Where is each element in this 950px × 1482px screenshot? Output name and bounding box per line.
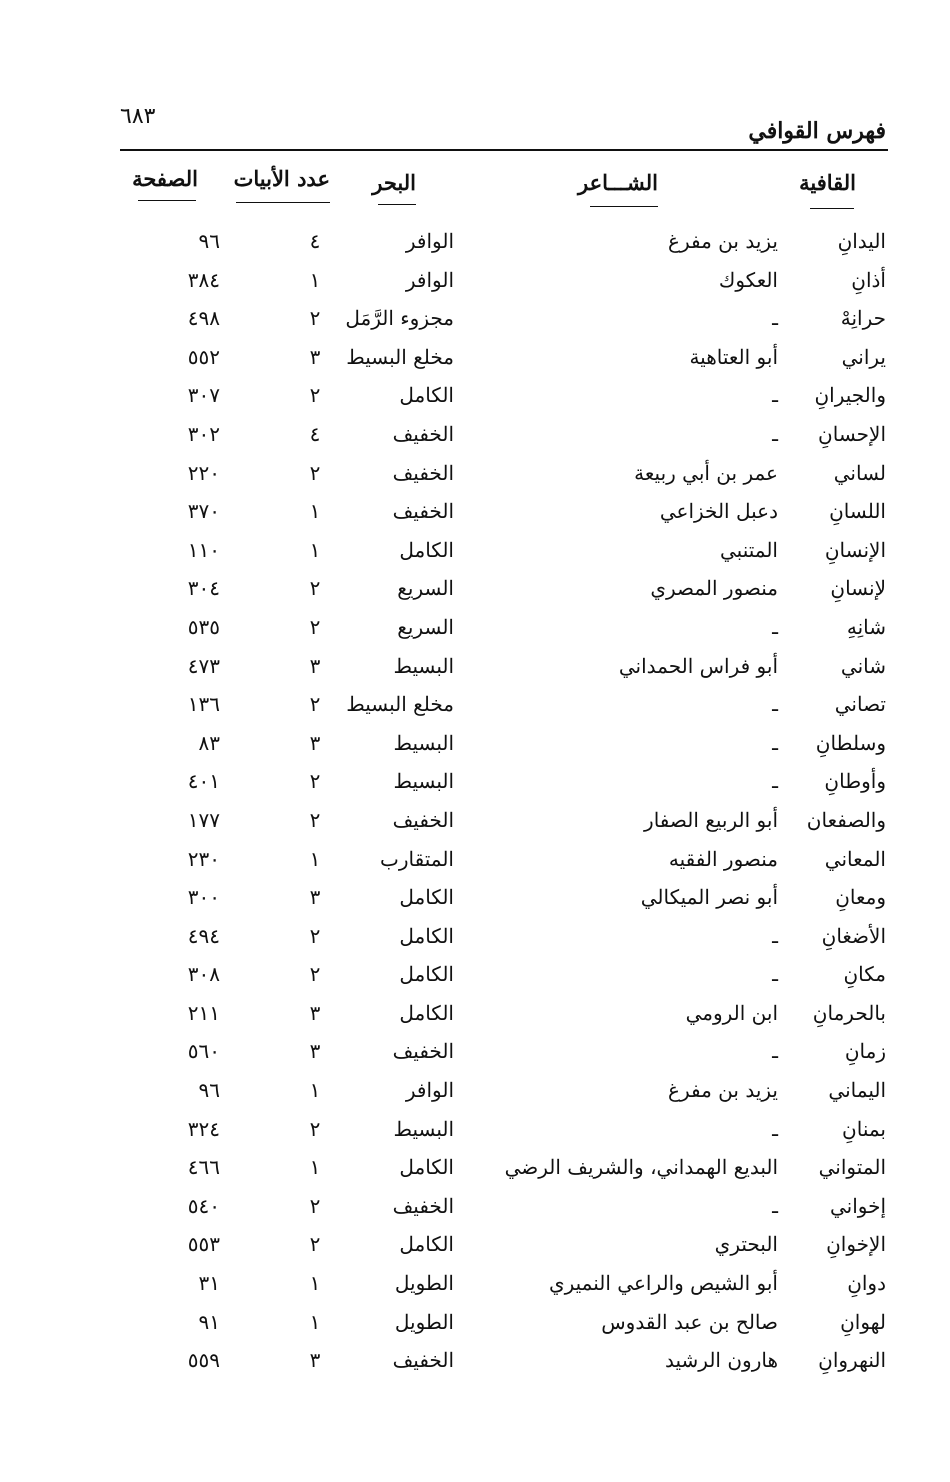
- rhyme-cell: ومعانِ: [835, 885, 886, 910]
- verse-count-cell: ١: [309, 537, 321, 562]
- table-row: [0, 685, 950, 724]
- table-row: [0, 1341, 950, 1380]
- table-row: [0, 1071, 950, 1110]
- rhyme-cell: لهوانِ: [840, 1309, 886, 1334]
- poet-cell: ـ: [772, 1039, 778, 1064]
- verse-count-cell: ١: [309, 846, 321, 871]
- poet-cell: ـ: [772, 306, 778, 331]
- rhyme-cell: حرانِهْ: [840, 306, 886, 331]
- page-cell: ٩٦: [198, 229, 220, 253]
- page-cell: ٣٧٠: [187, 499, 220, 524]
- rhyme-cell: شاني: [840, 653, 886, 678]
- poet-cell: ـ: [772, 769, 778, 794]
- rhyme-cell: الإخوانِ: [826, 1232, 886, 1257]
- meter-cell: الكامل: [399, 537, 454, 562]
- table-row: [0, 569, 950, 608]
- page-cell: ٣٨٤: [187, 267, 220, 292]
- meter-cell: البسيط: [393, 730, 454, 755]
- column-header-page: الصفحة: [132, 166, 198, 191]
- page-cell: ٤٩٨: [187, 306, 220, 331]
- poet-cell: أبو فراس الحمداني: [618, 653, 778, 678]
- poet-cell: دعبل الخزاعي: [659, 499, 778, 524]
- meter-cell: الخفيف: [392, 499, 454, 524]
- column-header-rhyme-underline: [810, 208, 854, 209]
- poet-cell: ـ: [772, 383, 778, 408]
- poet-cell: العكوك: [718, 267, 778, 292]
- verse-count-cell: ٢: [309, 614, 321, 639]
- rhyme-cell: المتواني: [818, 1155, 886, 1180]
- table-row: [0, 1110, 950, 1149]
- table-row: [0, 338, 950, 377]
- table-row: [0, 1187, 950, 1226]
- page-cell: ٣٠٢: [187, 421, 220, 446]
- meter-cell: الكامل: [399, 1000, 454, 1025]
- column-header-poet-underline: [590, 206, 658, 207]
- rhyme-cell: الأضغانِ: [821, 923, 886, 948]
- meter-cell: البسيط: [393, 769, 454, 794]
- verse-count-cell: ٤: [309, 229, 321, 253]
- rhyme-cell: بالحرمانِ: [812, 1000, 886, 1025]
- rhyme-cell: مكانِ: [843, 962, 886, 987]
- meter-cell: الكامل: [399, 1232, 454, 1257]
- rhyme-cell: والصفعان: [806, 807, 886, 832]
- table-row: [0, 647, 950, 686]
- page-cell: ٤٦٦: [187, 1155, 220, 1180]
- meter-cell: الخفيف: [392, 1039, 454, 1064]
- page-cell: ٥٥٢: [187, 344, 220, 369]
- poet-cell: منصور المصري: [650, 576, 778, 601]
- table-row: [0, 994, 950, 1033]
- meter-cell: الخفيف: [392, 1193, 454, 1218]
- poet-cell: منصور الفقيه: [668, 846, 778, 871]
- poet-cell: أبو نصر الميكالي: [640, 885, 778, 910]
- verse-count-cell: ٢: [309, 1193, 321, 1218]
- table-row: [0, 261, 950, 300]
- table-row: [0, 1148, 950, 1187]
- table-row: [0, 1032, 950, 1071]
- table-row: [0, 801, 950, 840]
- poet-cell: ـ: [772, 1116, 778, 1141]
- meter-cell: الخفيف: [392, 460, 454, 485]
- page-cell: ٣٢٤: [187, 1116, 220, 1141]
- meter-cell: الكامل: [399, 1155, 454, 1180]
- page-cell: ٩٦: [198, 1078, 220, 1103]
- verse-count-cell: ٣: [309, 1039, 321, 1064]
- table-row: [0, 1303, 950, 1342]
- meter-cell: الطويل: [394, 1309, 454, 1334]
- rhyme-cell: إخواني: [829, 1193, 886, 1218]
- verse-count-cell: ٤: [309, 421, 321, 446]
- rhyme-cell: اللسانِ: [829, 499, 886, 524]
- verse-count-cell: ١: [309, 1309, 321, 1334]
- verse-count-cell: ٣: [309, 1000, 321, 1025]
- rhyme-cell: شانِهِ: [846, 614, 886, 639]
- meter-cell: الكامل: [399, 885, 454, 910]
- poet-cell: أبو العتاهية: [689, 344, 778, 369]
- poet-cell: ـ: [772, 692, 778, 717]
- header-rule: [120, 149, 888, 151]
- meter-cell: الوافر: [405, 1078, 454, 1103]
- rhyme-cell: لساني: [833, 460, 886, 485]
- page-cell: ٤٧٣: [187, 653, 220, 678]
- page-cell: ٥٥٩: [187, 1348, 220, 1373]
- page-cell: ٥٣٥: [187, 614, 220, 639]
- rhyme-cell: دوانِ: [847, 1271, 886, 1296]
- page-cell: ٢٢٠: [187, 460, 220, 485]
- page-cell: ٤٠١: [187, 769, 220, 794]
- meter-cell: الكامل: [399, 383, 454, 408]
- verse-count-cell: ٣: [309, 653, 321, 678]
- poet-cell: يزيد بن مفرغ: [668, 1078, 778, 1103]
- poet-cell: ـ: [772, 923, 778, 948]
- page-cell: ٢١١: [187, 1000, 220, 1025]
- meter-cell: الطويل: [394, 1271, 454, 1296]
- column-header-verse-count: عدد الأبيات: [233, 166, 330, 191]
- poet-cell: المتنبي: [720, 537, 778, 562]
- rhyme-cell: يراني: [841, 344, 886, 369]
- verse-count-cell: ١: [309, 1078, 321, 1103]
- table-row: [0, 492, 950, 531]
- page-cell: ١٧٧: [187, 807, 220, 832]
- verse-count-cell: ٣: [309, 344, 321, 369]
- meter-cell: الوافر: [405, 229, 454, 253]
- verse-count-cell: ٢: [309, 807, 321, 832]
- verse-count-cell: ٢: [309, 962, 321, 987]
- poet-cell: البحتري: [714, 1232, 778, 1257]
- poet-cell: ابن الرومي: [685, 1000, 778, 1025]
- rhyme-cell: زمانِ: [844, 1039, 886, 1064]
- page-cell: ٩١: [198, 1309, 220, 1334]
- poet-cell: البديع الهمداني، والشريف الرضي: [504, 1155, 778, 1180]
- verse-count-cell: ١: [309, 267, 321, 292]
- meter-cell: المتقارب: [380, 846, 454, 871]
- table-row: [0, 608, 950, 647]
- table-row: [0, 299, 950, 338]
- column-header-meter-underline: [378, 204, 416, 205]
- meter-cell: الكامل: [399, 923, 454, 948]
- table-row: [0, 762, 950, 801]
- table-row: [0, 1264, 950, 1303]
- rhyme-cell: المعاني: [824, 846, 886, 871]
- poet-cell: أبو الشيص والراعي النميري: [548, 1271, 778, 1296]
- poet-cell: ـ: [772, 962, 778, 987]
- meter-cell: السريع: [397, 614, 454, 639]
- poet-cell: ـ: [772, 730, 778, 755]
- meter-cell: مجزوء الرَّمَل: [345, 306, 454, 331]
- meter-cell: مخلع البسيط: [346, 344, 454, 369]
- verse-count-cell: ٣: [309, 1348, 321, 1373]
- verse-count-cell: ٣: [309, 885, 321, 910]
- column-header-meter: البحر: [372, 170, 416, 195]
- poet-cell: هارون الرشيد: [665, 1348, 778, 1373]
- meter-cell: الوافر: [405, 267, 454, 292]
- table-row: [0, 376, 950, 415]
- poet-cell: صالح بن عبد القدوس: [601, 1309, 778, 1334]
- column-header-page-underline: [138, 200, 196, 201]
- verse-count-cell: ١: [309, 1155, 321, 1180]
- meter-cell: مخلع البسيط: [346, 692, 454, 717]
- rhyme-index-table: [0, 222, 950, 1380]
- meter-cell: البسيط: [393, 1116, 454, 1141]
- verse-count-cell: ٢: [309, 769, 321, 794]
- page-number: ٦٨٣: [120, 104, 156, 129]
- table-row: [0, 840, 950, 879]
- verse-count-cell: ١: [309, 1271, 321, 1296]
- meter-cell: السريع: [397, 576, 454, 601]
- poet-cell: أبو الربيع الصفار: [644, 807, 778, 832]
- verse-count-cell: ٢: [309, 1116, 321, 1141]
- verse-count-cell: ٢: [309, 576, 321, 601]
- table-row: [0, 454, 950, 493]
- rhyme-cell: والجيرانِ: [814, 383, 886, 408]
- rhyme-cell: النهروانِ: [818, 1348, 886, 1373]
- column-header-verse-count-underline: [236, 202, 330, 203]
- page-cell: ٢٣٠: [187, 846, 220, 871]
- rhyme-cell: الإنسانِ: [824, 537, 886, 562]
- table-row: [0, 1225, 950, 1264]
- page-cell: ١١٠: [187, 537, 220, 562]
- page-cell: ٤٩٤: [187, 923, 220, 948]
- page-cell: ٣١: [198, 1271, 220, 1296]
- rhyme-cell: بمنانِ: [842, 1116, 886, 1141]
- meter-cell: الخفيف: [392, 1348, 454, 1373]
- verse-count-cell: ٢: [309, 1232, 321, 1257]
- verse-count-cell: ٢: [309, 306, 321, 331]
- page-cell: ٣٠٨: [187, 962, 220, 987]
- rhyme-cell: لإنسانِ: [830, 576, 886, 601]
- column-header-rhyme: القافية: [799, 170, 856, 195]
- poet-cell: ـ: [772, 1193, 778, 1218]
- rhyme-cell: اليماني: [828, 1078, 886, 1103]
- table-row: [0, 222, 950, 261]
- verse-count-cell: ١: [309, 499, 321, 524]
- verse-count-cell: ٢: [309, 692, 321, 717]
- poet-cell: ـ: [772, 614, 778, 639]
- meter-cell: الخفيف: [392, 421, 454, 446]
- page-cell: ٣٠٧: [187, 383, 220, 408]
- rhyme-cell: أذانِ: [851, 267, 886, 292]
- page-cell: ٣٠٠: [187, 885, 220, 910]
- page-cell: ١٣٦: [187, 692, 220, 717]
- table-row: [0, 415, 950, 454]
- page-cell: ٥٥٣: [187, 1232, 220, 1257]
- rhyme-cell: الإحسانِ: [818, 421, 886, 446]
- table-row: [0, 724, 950, 763]
- page-cell: ٣٠٤: [187, 576, 220, 601]
- page-cell: ٥٤٠: [187, 1193, 220, 1218]
- page-title: فهرس القوافي: [748, 118, 886, 144]
- verse-count-cell: ٣: [309, 730, 321, 755]
- table-row: [0, 955, 950, 994]
- page-cell: ٨٣: [198, 730, 220, 755]
- meter-cell: الكامل: [399, 962, 454, 987]
- verse-count-cell: ٢: [309, 383, 321, 408]
- meter-cell: البسيط: [393, 653, 454, 678]
- column-header-poet: الشـــاعر: [578, 170, 658, 195]
- poet-cell: يزيد بن مفرغ: [668, 229, 778, 253]
- poet-cell: ـ: [772, 421, 778, 446]
- verse-count-cell: ٢: [309, 923, 321, 948]
- verse-count-cell: ٢: [309, 460, 321, 485]
- rhyme-cell: اليدانِ: [837, 229, 886, 253]
- table-row: [0, 531, 950, 570]
- table-row: [0, 878, 950, 917]
- poet-cell: عمر بن أبي ربيعة: [634, 460, 778, 485]
- rhyme-cell: وسلطانِ: [815, 730, 886, 755]
- rhyme-cell: وأوطانِ: [824, 769, 886, 794]
- table-row: [0, 917, 950, 956]
- meter-cell: الخفيف: [392, 807, 454, 832]
- page-cell: ٥٦٠: [187, 1039, 220, 1064]
- rhyme-cell: تصاني: [834, 692, 886, 717]
